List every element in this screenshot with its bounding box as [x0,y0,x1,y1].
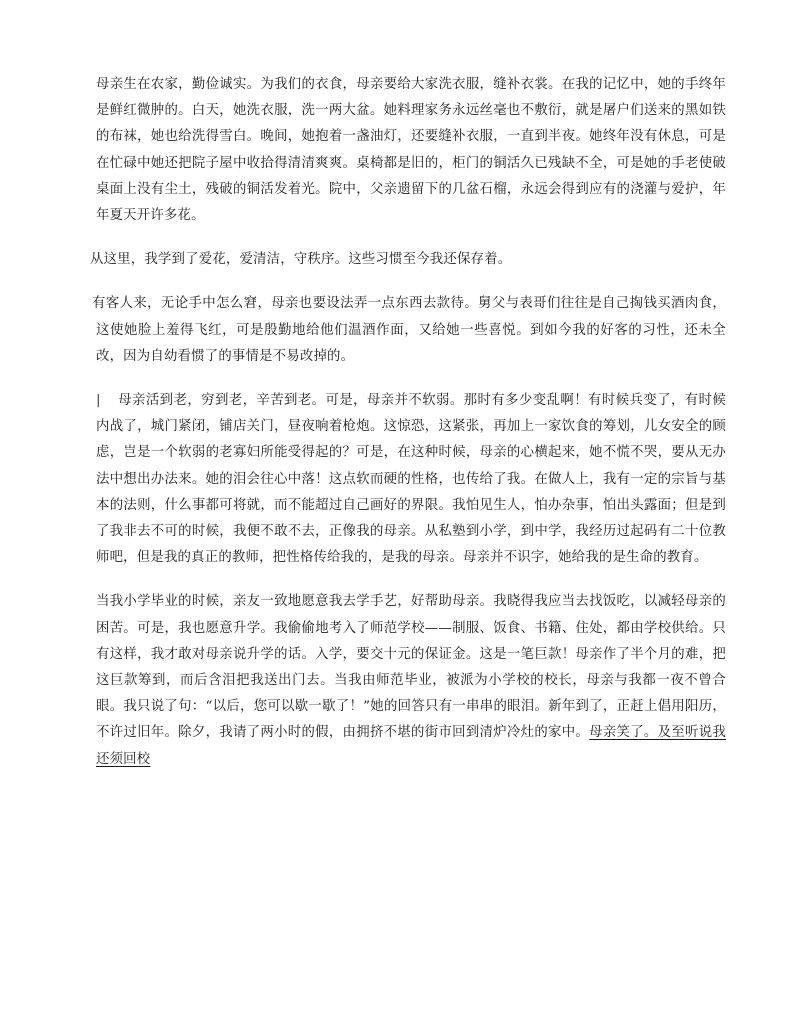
paragraph-4-text: 母亲活到老，穷到老，辛苦到老。可是，母亲并不软弱。那时有多少变乱啊！有时候兵变了，有时候内战了，城门紧闭，铺店关门，昼夜响着枪炮。这惊恐，这紧张，再加上一家饮食的筹划，儿女安全的顾虑，岂是一个软弱的老寡妇所能受得起的？可是，在这种时候，母亲的心横起来，她不慌不哭，要从无办法中想出办法来。她的泪会往心中落！这点软而硬的性格，也传给了我。在做人上，我有一定的宗旨与基本的法则，什么事都可将就，而不能超过自己画好的界限。我怕见生人，怕办杂事，怕出头露面；但是到了我非去不可的时候，我便不敢不去，正像我的母亲。从私塾到小学，到中学，我经历过起码有二十位教师吧，但是我的真正的教师，把性格传给我的，是我的母亲。母亲并不识字，她给我的是生命的教育。 [96,393,726,566]
paragraph-2-text: 从这里，我学到了爱花，爱清洁，守秩序。这些习惯至今我还保存着。 [90,252,512,268]
paragraph-3-text: 有客人来，无论手中怎么窘，母亲也要设法弄一点东西去款待。舅父与表哥们往往是自己掏钱买酒肉食，这使她脸上羞得飞红，可是殷勤地给他们温酒作面，又给她一些喜悦。到如今我的好客的习性，还未全改，因为自幼看惯了的事情是不易改掉的。 [92,296,726,364]
paragraph-5-text: 当我小学毕业的时候，亲友一致地愿意我去学手艺，好帮助母亲。我晓得我应当去找饭吃，以减轻母亲的困苦。可是，我也愿意升学。我偷偷地考入了师范学校——制服、饭食、书籍、住处，都由学校供给。只有这样，我才敢对母亲说升学的话。入学，要交十元的保证金。这是一笔巨款！母亲作了半个月的难，把这巨款筹到，而后含泪把我送出门去。当我由师范毕业，被派为小学校的校长，母亲与我都一夜不曾合眼。我只说了句：“以后，您可以歇一歇了！”她的回答只有一串串的眼泪。新年到了，正赶上倡用阳历，不许过旧年。除夕，我请了两小时的假，由拥挤不堪的街市回到清炉冷灶的家中。 [96,594,726,741]
paragraph-5-underlined-tail[interactable]: 母亲笑了。及至听说我还须回校 [96,725,726,767]
paragraph-1 [96,72,726,229]
paragraph-4 [96,388,726,571]
document-page [90,72,726,773]
paragraph-5 [96,589,726,772]
paragraph-2 [90,247,726,273]
paragraph-1-text: 母亲生在农家，勤俭诚实。为我们的衣食，母亲要给大家洗衣服，缝补衣裳。在我的记忆中，她的手终年是鲜红微肿的。白天，她洗衣服，洗一两大盆。她料理家务永远丝毫也不敷衍，就是屠户们送来的黑如铁的布袜，她也给洗得雪白。晚间，她抱着一盏油灯，还要缝补衣服，一直到半夜。她终年没有休息，可是在忙碌中她还把院子屋中收拾得清清爽爽。桌椅都是旧的，柜门的铜活久已残缺不全，可是她的手老使破桌面上没有尘土，残破的铜活发着光。院中，父亲遗留下的几盆石榴，永远会得到应有的浇灌与爱护，年年夏天开许多花。 [96,77,726,224]
paragraph-3 [92,291,726,370]
text-cursor-marker: | [96,393,101,409]
